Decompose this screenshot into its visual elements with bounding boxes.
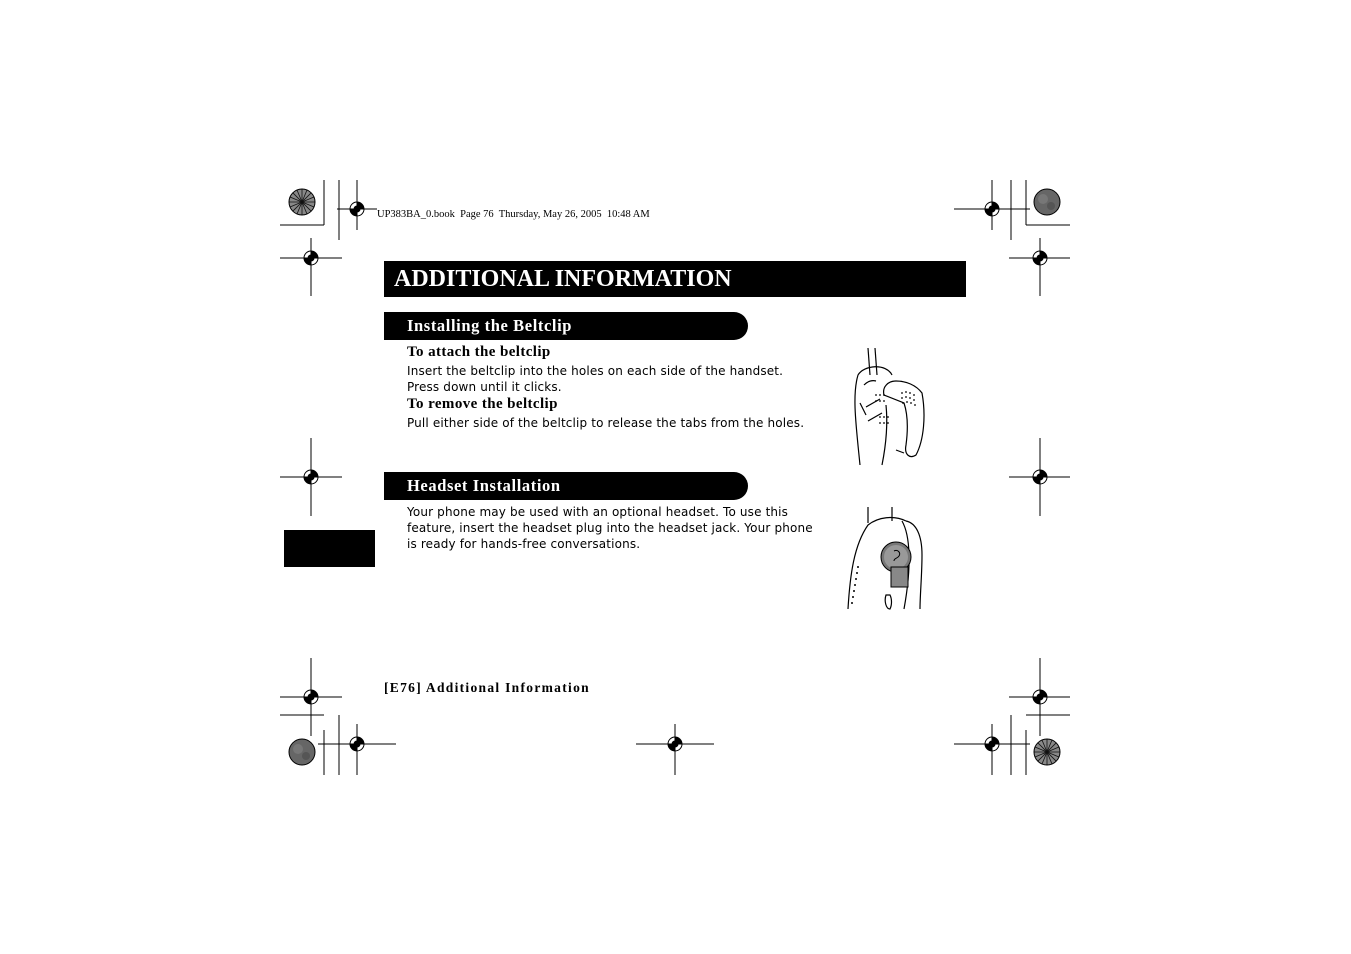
body-line: Insert the beltclip into the holes on each side of the handset. [407,364,784,378]
body-line: feature, insert the headset plug into the headset jack. Your phone [407,521,813,535]
section-heading-beltclip [384,312,748,340]
body-line: Your phone may be used with an optional headset. To use this [407,505,789,519]
page-footer: [E76] Additional Information [384,680,590,695]
body-line: is ready for hands-free conversations. [407,537,641,551]
section-heading-headset [384,472,748,500]
color-target-icon [1034,739,1060,765]
body-line: Press down until it clicks. [407,380,562,394]
subhead-attach-beltclip: To attach the beltclip [407,344,551,360]
headset-jack-illustration [844,505,926,611]
page-title-bar [384,261,966,297]
beltclip-handset-illustration [846,345,930,467]
file-slug: UP383BA_0.book Page 76 Thursday, May 26, 2005 10:48 AM [377,209,650,220]
chapter-tab [284,530,375,567]
color-target-icon [1034,189,1060,215]
color-target-icon [289,189,315,215]
subhead-remove-beltclip: To remove the beltclip [407,396,558,412]
section-heading-text: Headset Installation [407,476,561,495]
body-line: Pull either side of the beltclip to release the tabs from the holes. [407,416,805,430]
page-title: ADDITIONAL INFORMATION [394,266,732,292]
section-heading-text: Installing the Beltclip [407,316,573,335]
color-target-icon [289,739,315,765]
